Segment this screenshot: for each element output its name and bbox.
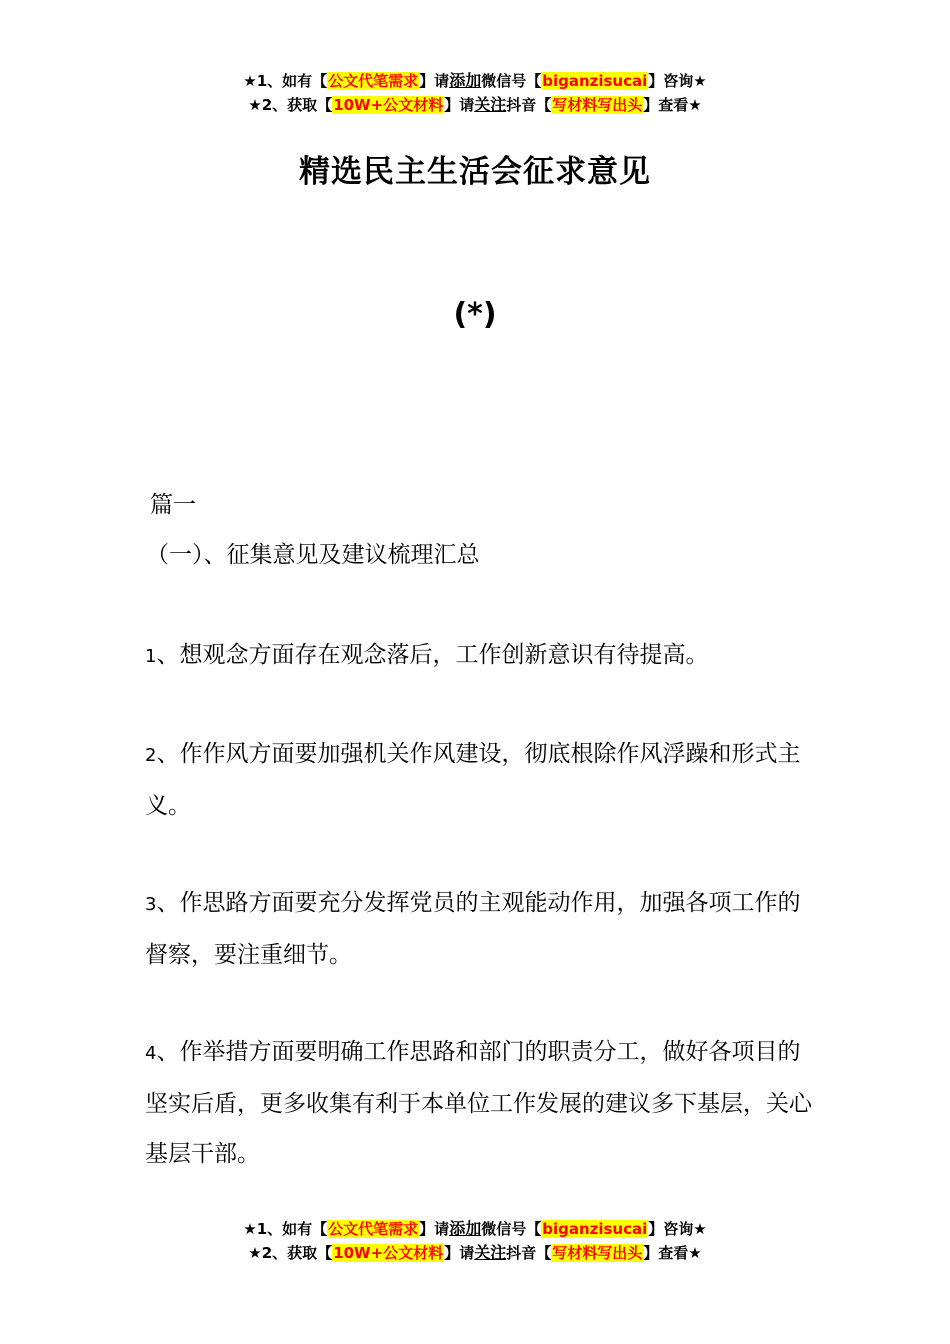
notice-text: 微信号【 xyxy=(481,1220,542,1238)
item-number: 2 xyxy=(145,745,157,766)
highlight-text: 写材料写出头 xyxy=(552,96,643,114)
header-notice xyxy=(0,69,950,117)
notice-line-1 xyxy=(0,1217,950,1241)
item-number: 3 xyxy=(145,894,157,915)
item-number: 4 xyxy=(145,1043,157,1064)
item-text: 、作举措方面要明确工作思路和部门的职责分工，做好各项目的坚实后盾，更多收集有利于本单位工作发展的建议多下基层，关心基层干部。 xyxy=(145,1039,812,1167)
emphasis-text: 添加 xyxy=(449,1219,482,1238)
notice-line-2 xyxy=(0,93,950,117)
emphasis-text: 添加 xyxy=(449,71,482,90)
list-item xyxy=(145,878,815,980)
notice-text: ★1、如有【 xyxy=(243,1220,328,1238)
item-text: 、想观念方面存在观念落后，工作创新意识有待提高。 xyxy=(156,642,709,668)
notice-text: 】请 xyxy=(419,72,450,90)
highlight-text: biganzisucai xyxy=(542,72,648,90)
list-item xyxy=(145,1027,815,1179)
notice-text: 抖音【 xyxy=(506,1244,552,1262)
list-item xyxy=(145,729,815,831)
notice-text: 】请 xyxy=(419,1220,450,1238)
item-number: 1 xyxy=(145,646,157,667)
notice-text: 抖音【 xyxy=(506,96,552,114)
emphasis-text: 关注 xyxy=(474,95,507,114)
document-title: 精选民主生活会征求意见 xyxy=(299,154,651,190)
highlight-text: biganzisucai xyxy=(542,1220,648,1238)
section-heading: （一）、征集意见及建议梳理汇总 xyxy=(146,542,480,568)
notice-text: 】请 xyxy=(444,1244,475,1262)
section-label: 篇一 xyxy=(150,492,196,518)
highlight-text: 写材料写出头 xyxy=(552,1244,643,1262)
notice-text: 】咨询★ xyxy=(648,1220,707,1238)
notice-text: ★1、如有【 xyxy=(243,72,328,90)
notice-text: 】查看★ xyxy=(643,96,702,114)
item-text: 、作作风方面要加强机关作风建设，彻底根除作风浮躁和形式主义。 xyxy=(145,741,801,819)
notice-text: 】查看★ xyxy=(643,1244,702,1262)
emphasis-text: 关注 xyxy=(474,1243,507,1262)
notice-text: 】请 xyxy=(444,96,475,114)
highlight-text: 公文代笔需求 xyxy=(328,1220,419,1238)
notice-line-1 xyxy=(0,69,950,93)
footer-notice xyxy=(0,1217,950,1265)
list-item xyxy=(145,630,815,682)
notice-line-2 xyxy=(0,1241,950,1265)
item-text: 、作思路方面要充分发挥党员的主观能动作用，加强各项工作的督察，要注重细节。 xyxy=(145,890,801,968)
notice-text: ★2、获取【 xyxy=(248,1244,333,1262)
notice-text: 】咨询★ xyxy=(648,72,707,90)
title-marker: (*) xyxy=(453,297,497,332)
highlight-text: 公文代笔需求 xyxy=(328,72,419,90)
highlight-text: 10W+公文材料 xyxy=(333,96,444,114)
highlight-text: 10W+公文材料 xyxy=(333,1244,444,1262)
notice-text: ★2、获取【 xyxy=(248,96,333,114)
notice-text: 微信号【 xyxy=(481,72,542,90)
